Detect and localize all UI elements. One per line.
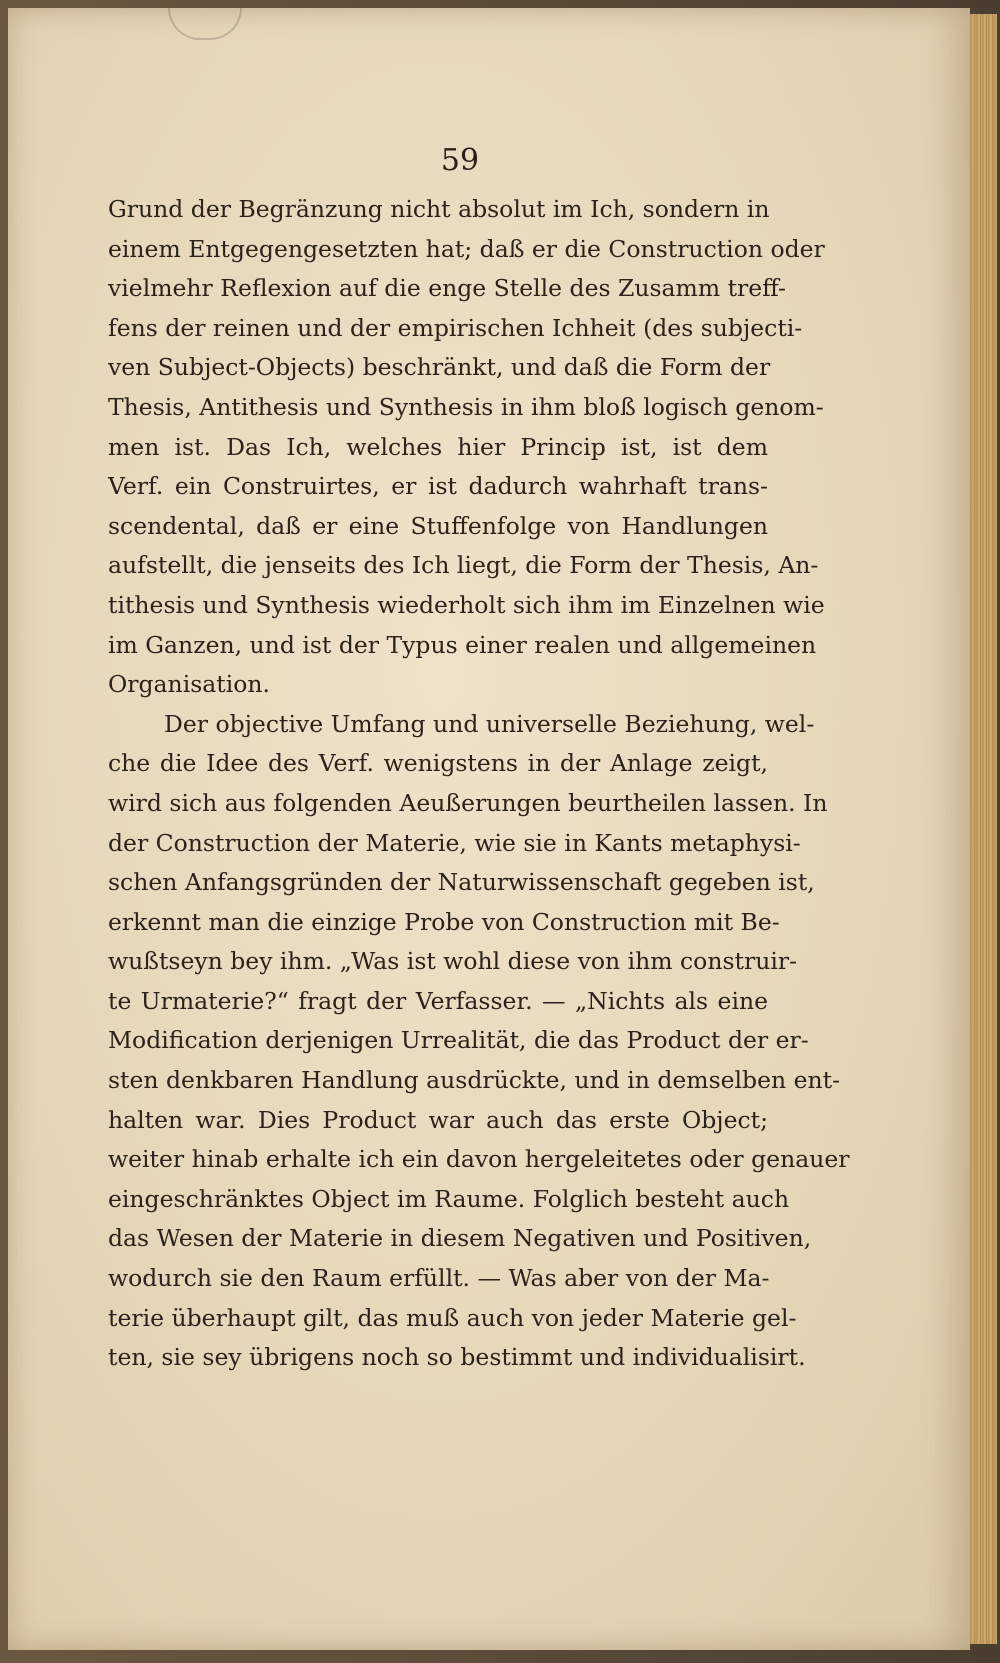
text-line: einem Entgegengesetzten hat; daß er die Construction oder bbox=[108, 234, 825, 263]
text-line: schen Anfangsgründen der Naturwissenschaft gegeben ist, bbox=[108, 868, 815, 897]
page-number: 59 bbox=[440, 143, 480, 178]
text-line: der Construction der Materie, wie sie in Kants metaphysi- bbox=[108, 828, 801, 857]
text-line: wodurch sie den Raum erfüllt. — Was aber von der Ma- bbox=[108, 1264, 770, 1293]
text-line: wird sich aus folgenden Aeußerungen beurtheilen lassen. In bbox=[108, 788, 828, 817]
text-line: im Ganzen, und ist der Typus einer realen und allgemeinen bbox=[108, 630, 817, 659]
text-line: che die Idee des Verf. wenigstens in der Anlage zeigt, bbox=[108, 749, 768, 778]
page-fore-edge bbox=[968, 14, 997, 1644]
text-line: Grund der Begränzung nicht absolut im Ich, sondern in bbox=[108, 195, 770, 223]
text-line: Modification derjenigen Urrealität, die das Product der er- bbox=[108, 1026, 809, 1055]
text-line: men ist. Das Ich, welches hier Princip ist, ist dem bbox=[108, 432, 768, 461]
text-line: eingeschränktes Object im Raume. Folglich besteht auch bbox=[108, 1184, 790, 1213]
text-line: te Urmaterie?“ fragt der Verfasser. — „Nichts als eine bbox=[108, 986, 768, 1015]
text-line: scendental, daß er eine Stuffenfolge von Handlungen bbox=[108, 511, 768, 540]
text-line: Organisation. bbox=[108, 670, 270, 699]
text-line: erkennt man die einzige Probe von Construction mit Be- bbox=[108, 907, 780, 936]
text-line: weiter hinab erhalte ich ein davon hergeleitetes oder genauer bbox=[108, 1145, 850, 1174]
text-line: Verf. ein Construirtes, er ist dadurch wahrhaft trans- bbox=[108, 472, 768, 501]
text-line: aufstellt, die jenseits des Ich liegt, die Form der Thesis, An- bbox=[108, 551, 819, 580]
text-line: ten, sie sey übrigens noch so bestimmt und individualisirt. bbox=[108, 1343, 806, 1372]
text-line: sten denkbaren Handlung ausdrückte, und in demselben ent- bbox=[108, 1066, 841, 1095]
text-line: ven Subject-Objects) beschränkt, und daß die Form der bbox=[108, 353, 771, 382]
text-line: wußtseyn bey ihm. „Was ist wohl diese von ihm construir- bbox=[108, 947, 798, 976]
paragraph-first-line: Der objective Umfang und universelle Beziehung, wel- bbox=[164, 709, 815, 738]
text-line: tithesis und Synthesis wiederholt sich ihm im Einzelnen wie bbox=[108, 590, 825, 619]
text-line: das Wesen der Materie in diesem Negativen und Positiven, bbox=[108, 1224, 812, 1253]
text-line: halten war. Dies Product war auch das erste Object; bbox=[108, 1105, 768, 1134]
text-line: Thesis, Antithesis und Synthesis in ihm bloß logisch genom- bbox=[108, 392, 824, 421]
text-line: fens der reinen und der empirischen Ichheit (des subjecti- bbox=[108, 313, 803, 342]
body-text bbox=[108, 190, 850, 1378]
library-stamp-mark bbox=[168, 8, 242, 40]
text-line: vielmehr Reflexion auf die enge Stelle des Zusamm treff- bbox=[108, 274, 786, 303]
text-line: terie überhaupt gilt, das muß auch von jeder Materie gel- bbox=[108, 1303, 797, 1332]
